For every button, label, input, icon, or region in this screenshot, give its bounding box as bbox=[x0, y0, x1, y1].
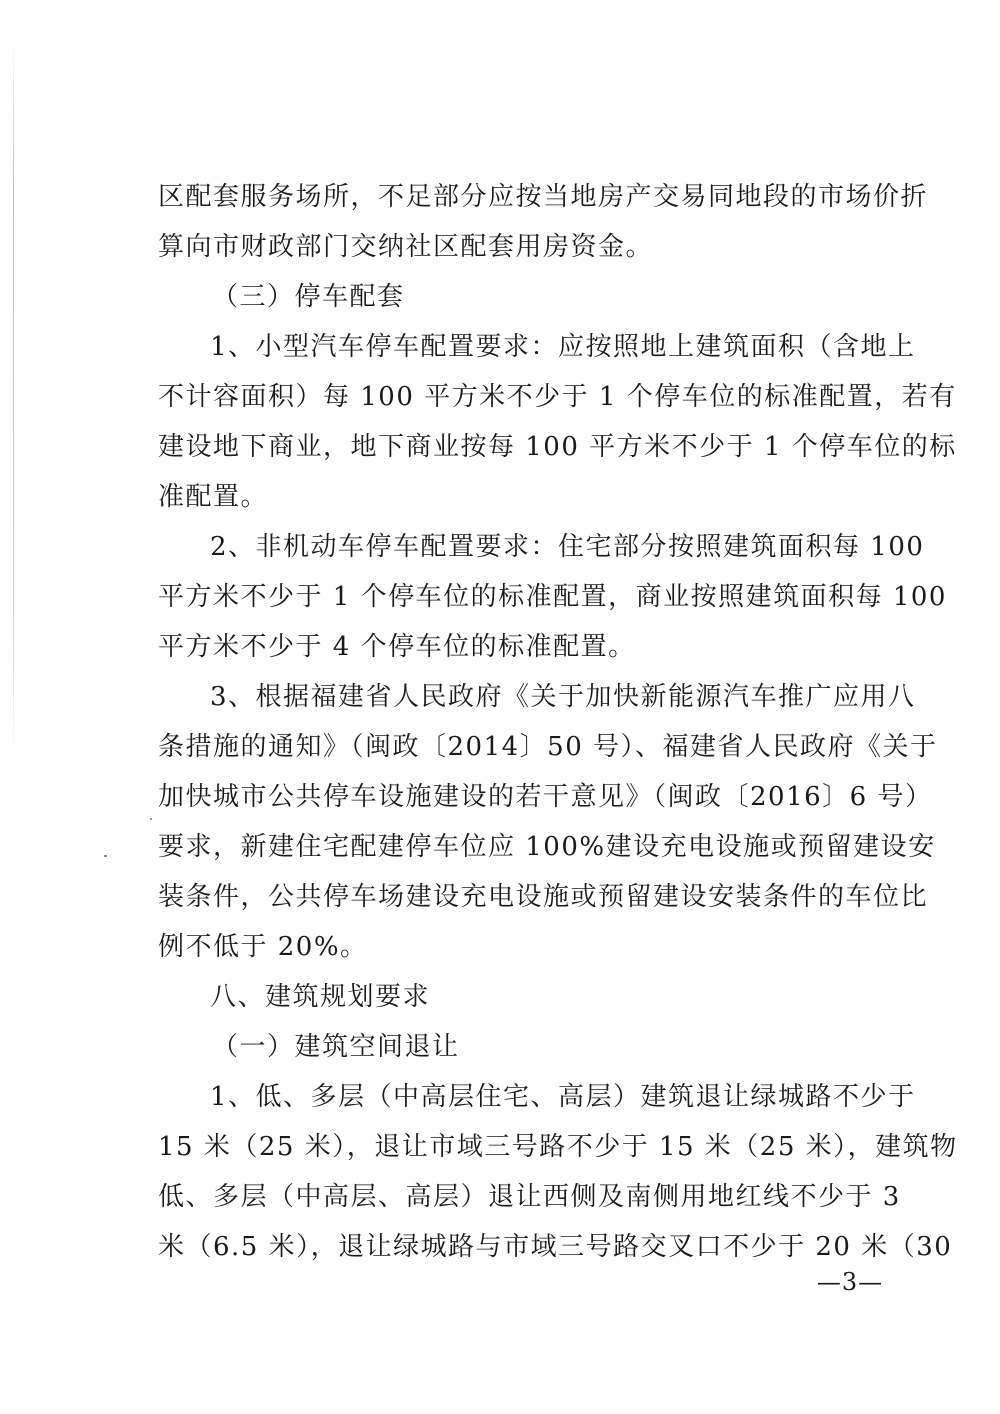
text-line: 1、小型汽车停车配置要求：应按照地上建筑面积（含地上 bbox=[210, 332, 916, 362]
text-line: 准配置。 bbox=[158, 482, 269, 512]
chapter-heading: 八、建筑规划要求 bbox=[210, 982, 431, 1012]
text-line: 15 米（25 米），退让市域三号路不少于 15 米（25 米），建筑物 bbox=[158, 1132, 958, 1162]
text-line: 米（6.5 米），退让绿城路与市域三号路交叉口不少于 20 米（30 bbox=[158, 1232, 953, 1262]
text-line: 1、低、多层（中高层住宅、高层）建筑退让绿城路不少于 bbox=[210, 1082, 916, 1112]
text-line: 条措施的通知》（闽政〔2014〕50 号）、福建省人民政府《关于 bbox=[158, 732, 938, 762]
scan-edge bbox=[13, 40, 14, 760]
text-line: 装条件，公共停车场建设充电设施或预留建设安装条件的车位比 bbox=[158, 882, 929, 912]
document-body bbox=[158, 172, 958, 1272]
section-heading: （一）建筑空间退让 bbox=[212, 1032, 460, 1062]
text-line: 算向市财政部门交纳社区配套用房资金。 bbox=[158, 232, 654, 262]
text-line: 不计容面积）每 100 平方米不少于 1 个停车位的标准配置，若有 bbox=[158, 382, 957, 412]
text-line: 建设地下商业，地下商业按每 100 平方米不少于 1 个停车位的标 bbox=[158, 432, 957, 462]
text-line: 3、根据福建省人民政府《关于加快新能源汽车推广应用八 bbox=[210, 682, 916, 712]
text-line: 要求，新建住宅配建停车位应 100%建设充电设施或预留建设安 bbox=[158, 832, 936, 862]
text-line: 平方米不少于 4 个停车位的标准配置。 bbox=[158, 632, 636, 662]
text-line: 加快城市公共停车设施建设的若干意见》（闽政〔2016〕6 号） bbox=[158, 782, 933, 812]
text-line: 平方米不少于 1 个停车位的标准配置，商业按照建筑面积每 100 bbox=[158, 582, 947, 612]
text-line: 区配套服务场所，不足部分应按当地房产交易同地段的市场价折 bbox=[158, 182, 929, 212]
scan-speck bbox=[150, 818, 152, 820]
section-heading: （三）停车配套 bbox=[212, 282, 405, 312]
text-line: 2、非机动车停车配置要求：住宅部分按照建筑面积每 100 bbox=[210, 532, 925, 562]
text-line: 低、多层（中高层、高层）退让西侧及南侧用地红线不少于 3 bbox=[158, 1182, 901, 1212]
scan-speck bbox=[104, 855, 107, 857]
page-number: —3— bbox=[816, 1268, 884, 1296]
text-line: 例不低于 20%。 bbox=[158, 932, 368, 962]
